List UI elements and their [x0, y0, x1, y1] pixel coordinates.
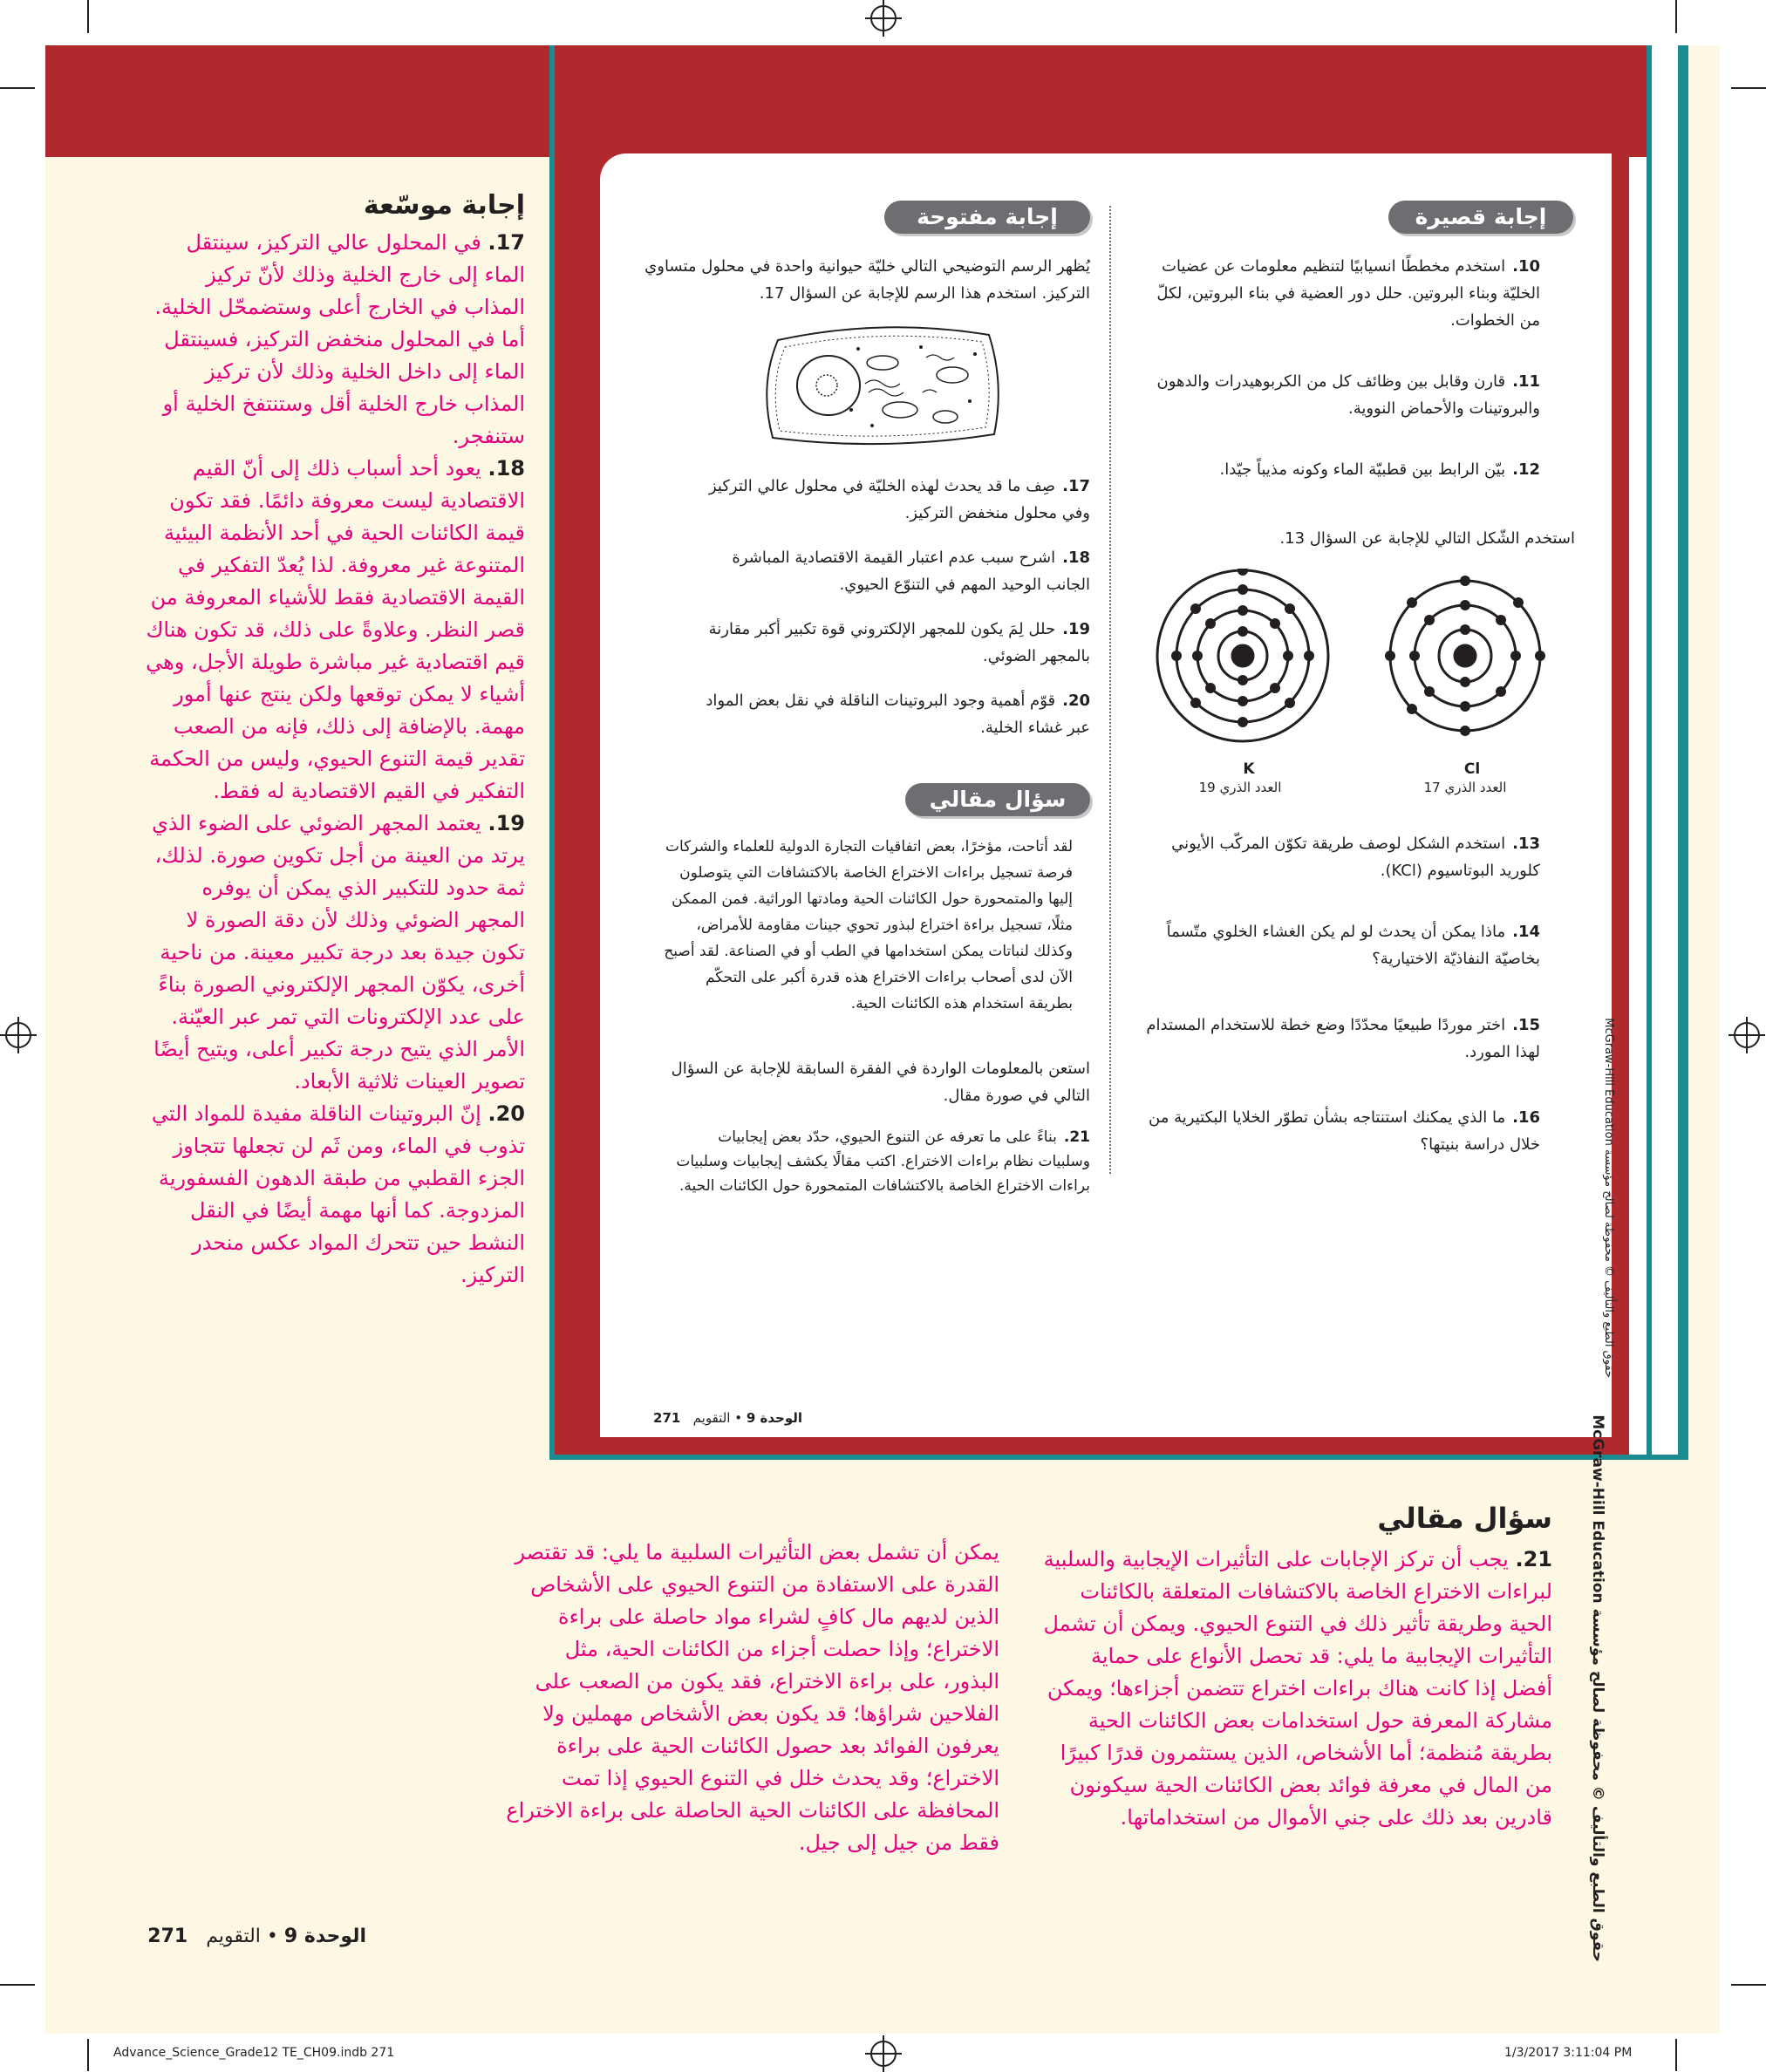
bottom-essay-heading: سؤال مقالي — [1377, 1502, 1552, 1535]
side-red-band — [45, 45, 549, 157]
open-answer-heading: إجابة مفتوحة — [884, 201, 1090, 234]
slug-date: 1/3/2017 3:11:04 PM — [1504, 2046, 1633, 2060]
extended-answer-18: 18. يعود أحد أسباب ذلك إلى أنّ القيم الاقتصادية ليست معروفة دائمًا. فقد تكون قيمة الكائنات الحية في أحد الأنظمة البيئية المتنوعة غير معروفة. لذا يُعدّ التفكير في القيمة الاقتصادية فقط للأشياء المعروفة من قصر النظر. وعلاوةً على ذلك، قد تكون هناك قيم اقتصادية غير مباشرة طويلة الأجل، وهي أشياء لا يمكن توقعها ولكن ينتج عنها أمور مهمة. بالإضافة إلى ذلك، فإنه من الصعب تقدير قيمة التنوع الحيوي، وليس من الحكمة التفكير في القيم الاقتصادية له فقط. — [146, 456, 525, 803]
extended-answer-17: 17. في المحلول عالي التركيز، سينتقل الماء إلى خارج الخلية وذلك لأنّ تركيز المذاب في الخارج أعلى وستضمحّل الخلية. أما في المحلول منخفض التركيز، فسينتقل الماء إلى داخل الخلية وذلك لأن تركيز المذاب خارج الخلية أقل وستنتفخ الخلية أو ستنفجر. — [154, 230, 525, 448]
registration-mark-top-icon — [870, 5, 897, 31]
question-12: 12.بيّن الرابط بين قطبيّة الماء وكونه مذيباً جيّدا. — [1219, 460, 1540, 479]
registration-mark-right-icon — [1734, 1022, 1760, 1048]
extended-answer-list — [140, 227, 525, 1292]
open-answer-intro: يُظهر الرسم التوضيحي التالي خليّة حيوانية واحدة في محلول متساوي التركيز. استخدم هذا الرسم للإجابة عن السؤال 17. — [644, 257, 1090, 303]
essay-instruction: استعن بالمعلومات الواردة في الفقرة السابقة للإجابة عن السؤال التالي في صورة مقال. — [671, 1060, 1090, 1105]
atom-cl-number: العدد الذري 17 — [1423, 780, 1507, 795]
essay-heading: سؤال مقالي — [905, 783, 1090, 816]
bottom-copyright: حقوق الطبع والتأليف © محفوظة لصالح مؤسسة McGraw-Hill Education — [1589, 1414, 1606, 1962]
inner-copyright: حقوق الطبع والتأليف © محفوظة لصالح مؤسسة McGraw-Hill Education — [1602, 1018, 1615, 1378]
slug-file: Advance_Science_Grade12 TE_CH09.indb 271 — [113, 2046, 395, 2060]
atom-k-symbol: K — [1243, 760, 1255, 778]
figure-13-intro: استخدم الشّكل التالي للإجابة عن السؤال 13. — [1279, 529, 1575, 548]
question-21: 21.بناءً على ما تعرفه عن التنوع الحيوي، حدّد بعض إيجابيات وسلبيات نظام براءات الاختراع. اكتب مقالًا يكشف إيجابيات وسلبيات براءات الاختراع الخاصة بالاكتشافات المتمحورة حول الكائنات الحية. — [676, 1128, 1090, 1195]
atom-cl-symbol: Cl — [1463, 760, 1481, 778]
bottom-essay-answer-left: يمكن أن تشمل بعض التأثيرات السلبية ما يلي: قد تقتصر القدرة على الاستفادة من التنوع الحيوي على الأشخاص الذين لديهم مال كافٍ لشراء مواد حاصلة على براءة الاختراع؛ وإذا حصلت أجزاء من الكائنات الحية، مثل البذور، على براءة الاختراع، فقد يكون من الصعب على الفلاحين شراؤها؛ قد يكون بعض الأشخاص مهملين ولا يعرفون الفوائد بعد حصول الكائنات الحية على براءة الاختراع؛ وقد يحدث خلل في التنوع الحيوي إذا تمت المحافظة على الكائنات الحية الحاصلة على براءة الاختراع فقط من جيل إلى جيل. — [506, 1540, 999, 1855]
atom-diagrams — [1142, 569, 1552, 804]
question-13: 13.استخدم الشكل لوصف طريقة تكوّن المركّب الأيوني كلوريد البوتاسيوم (KCl). — [1171, 835, 1540, 880]
animal-cell-illustration — [760, 323, 1005, 449]
question-16: 16.ما الذي يمكنك استنتاجه بشأن تطوّر الخلايا البكتيرية من خلال دراسة بنيتها؟ — [1149, 1108, 1540, 1154]
question-15: 15.اختر موردًا طبيعيًا محدّدًا وضع خطة للاستخدام المستدام لهذا المورد. — [1146, 1016, 1540, 1061]
question-20: 20.قوّم أهمية وجود البروتينات الناقلة في نقل بعض المواد عبر غشاء الخلية. — [706, 692, 1090, 737]
extended-answer-20: 20. إنّ البروتينات الناقلة مفيدة للمواد التي تذوب في الماء، ومن ثَم لن تجعلها تتجاوز الجزء القطبي من طبقة الدهون الفسفورية المزدوجة. كما أنها مهمة أيضًا في النقل النشط حين تتحرك المواد عكس منحدر التركيز. — [151, 1101, 525, 1287]
bottom-essay-answer-right: 21. يجب أن تركز الإجابات على التأثيرات الإيجابية والسلبية لبراءات الاختراع الخاصة بالاكتشافات المتعلقة بالكائنات الحية وطريقة تأثير ذلك في التنوع الحيوي. ويمكن أن تشمل التأثيرات الإيجابية ما يلي: قد تحصل الأنواع على حماية أفضل إذا كانت هناك براءات اختراع تتضمن أجزاءها؛ ويمكن مشاركة المعرفة حول استخدامات بعض الكائنات الحية بطريقة مُنظمة؛ أما الأشخاص، الذين يستثمرون قدرًا كبيرًا من المال في معرفة فوائد بعض الكائنات الحية سيكونون قادرين بعد ذلك على جني الأموال من استخداماتها. — [1043, 1547, 1552, 1830]
question-18: 18.اشرح سبب عدم اعتبار القيمة الاقتصادية المباشرة الجانب الوحيد المهم في التنوّع الحيوي. — [732, 549, 1090, 594]
atom-k-number: العدد الذري 19 — [1198, 780, 1282, 795]
registration-mark-bottom-icon — [870, 2041, 897, 2067]
column-divider — [1109, 206, 1111, 1174]
extended-answer-heading: إجابة موسّعة — [363, 190, 525, 221]
extended-answer-19: 19. يعتمد المجهر الضوئي على الضوء الذي يرتد من العينة من أجل تكوين صورة. لذلك، ثمة حدود للتكبير الذي يمكن أن يوفره المجهر الضوئي وذلك لأن دقة الصورة لا تكون جيدة بعد درجة تكبير معينة. من ناحية أخرى، يكوّن المجهر الإلكتروني الصورة بناءً على عدد الإلكترونات التي تمر عبر العيّنة. الأمر الذي يتيح درجة تكبير أعلى، ويتيح أيضًا تصوير العينات ثلاثية الأبعاد. — [152, 811, 525, 1094]
potassium-atom-diagram — [1157, 570, 1328, 741]
short-answer-heading: إجابة قصيرة — [1388, 201, 1573, 234]
question-14: 14.ماذا يمكن أن يحدث لو لم يكن الغشاء الخلوي متّسماً بخاصيّة النفاذيّة الاختيارية؟ — [1166, 923, 1540, 968]
inner-footer: الوحدة 9 • التقويم 271 — [653, 1410, 802, 1426]
question-10: 10.استخدم مخططًا انسيابيًا لتنظيم معلومات عن عضيات الخليّة وبناء البروتين. حلل دور العضية في بناء البروتين، لكلّ من الخطوات. — [1156, 257, 1540, 330]
question-11: 11.قارن وقابل بين وظائف كل من الكربوهيدرات والدهون والبروتينات والأحماض النووية. — [1156, 372, 1540, 418]
registration-mark-left-icon — [5, 1022, 31, 1048]
essay-paragraph: لقد أتاحت، مؤخرًا، بعض اتفاقيات التجارة الدولية للعلماء والشركات فرصة تسجيل براءات الاختراع الخاصة بالاكتشافات التي يتوصلون إليها والمتمحورة حول الكائنات الحية ومادتها الوراثية. فمن الممكن مثلًا، تسجيل براءة اختراع لبذور تحوي جينات مقاومة للأمراض، وكذلك لنباتات يمكن استخدامها في الطب أو في الصناعة. لقد أصبح الآن لدى أصحاب براءات الاختراع هذه قدرة أكبر على التحكّم بطريقة استخدام هذه الكائنات الحية. — [664, 838, 1073, 1012]
page-footer: الوحدة 9 • التقويم 271 — [147, 1925, 366, 1947]
question-19: 19.حلل لِمَ يكون للمجهر الإلكتروني قوة تكبير أكبر مقارنة بالمجهر الضوئي. — [708, 620, 1090, 665]
question-17: 17.صِف ما قد يحدث لهذه الخليّة في محلول عالي التركيز وفي محلول منخفض التركيز. — [708, 477, 1090, 522]
